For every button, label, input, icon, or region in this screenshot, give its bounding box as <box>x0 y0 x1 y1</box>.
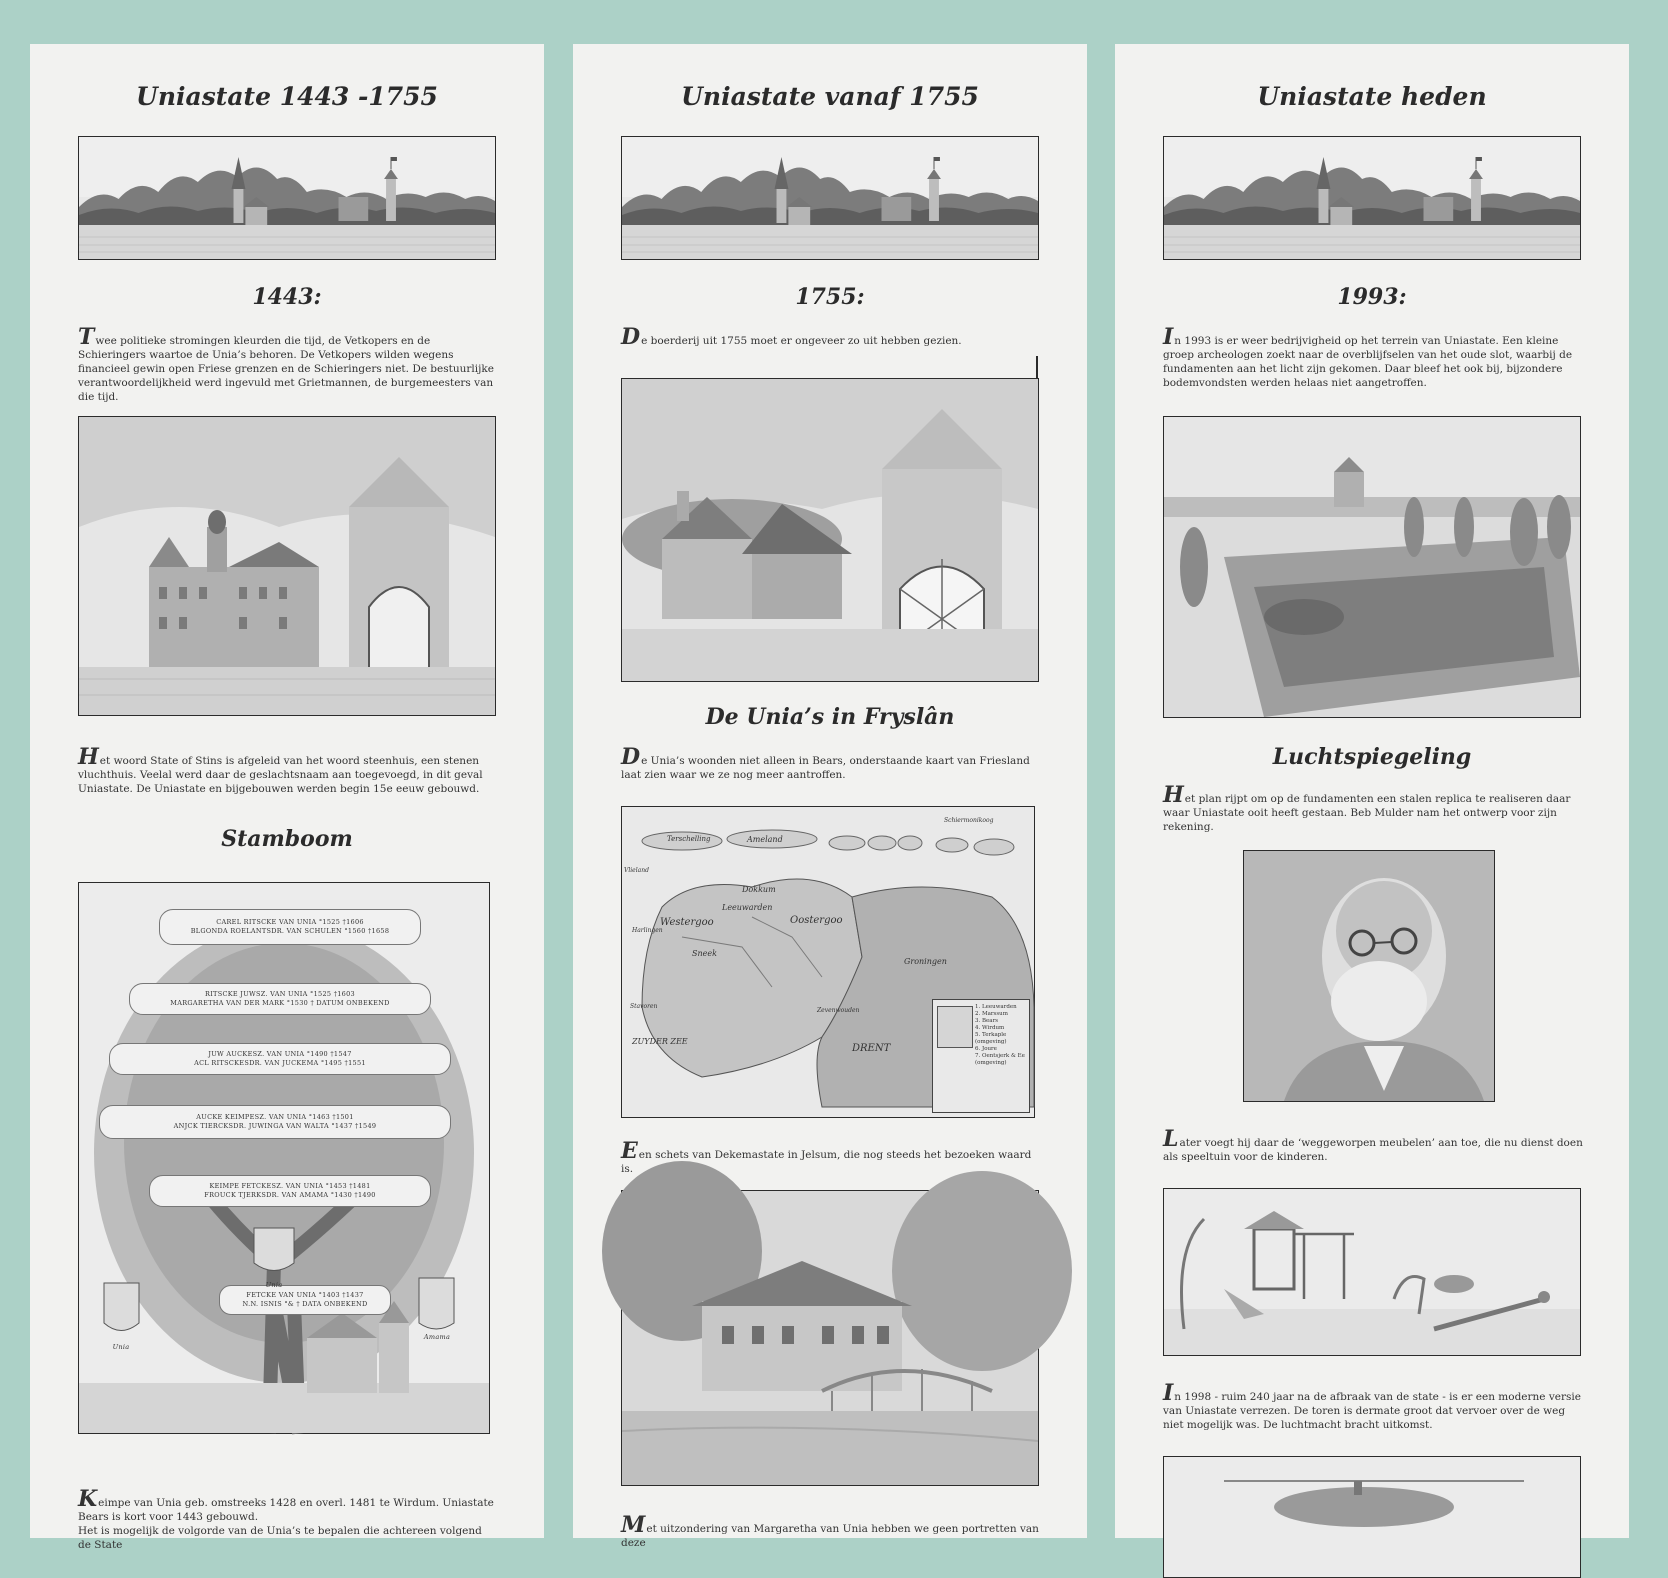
banner-6: FETCKE VAN UNIA °1403 †1437 N.N. ISNIS °& † DATA ONBEKEND <box>219 1285 391 1315</box>
drop-cap: D <box>621 744 641 770</box>
map-label: Vlieland <box>624 867 649 874</box>
paragraph-furniture: Later voegt hij daar de ‘weggeworpen meubelen’ aan toe, die nu dienst doen als speeltuin voor de kinderen. <box>1163 1126 1583 1163</box>
column-heden <box>1115 44 1629 1538</box>
drop-cap: I <box>1163 324 1174 350</box>
paragraph-map-intro: De Unia’s woonden niet alleen in Bears, onderstaande kaart van Friesland laat zien waar we ze nog meer aantroffen. <box>621 744 1030 781</box>
year-heading: 1755: <box>795 284 865 310</box>
map-label: Sneek <box>692 949 717 958</box>
paragraph-keimpe: Keimpe van Unia geb. omstreeks 1428 en overl. 1481 te Wirdum. Uniastate Bears is kort voor 1443 gebouwd. Het is mogelijk de volgorde van de Unia’s te bepalen die achtereen volgend de State <box>78 1486 494 1551</box>
section-title-unias-fryslan: De Unia’s in Fryslân <box>705 704 955 730</box>
paragraph-farm: De boerderij uit 1755 moet er ongeveer zo uit hebben gezien. <box>621 324 962 350</box>
section-title-stamboom: Stamboom <box>221 826 353 852</box>
map-label: Dokkum <box>742 885 776 894</box>
column-title: Uniastate 1443 -1755 <box>136 82 438 111</box>
map-label: Leeuwarden <box>722 903 773 912</box>
map-label: Groningen <box>904 957 947 966</box>
friesland-map-illustration <box>621 806 1035 1118</box>
helicopter-illustration <box>1163 1456 1581 1578</box>
map-label: Zevenwouden <box>817 1007 860 1014</box>
map-label: ZUYDER ZEE <box>632 1037 688 1046</box>
map-label: Westergoo <box>660 917 714 928</box>
tree-banners <box>79 883 489 1433</box>
skyline-illustration <box>78 136 496 260</box>
paragraph-dekemastate: Een schets van Dekemastate in Jelsum, die nog steeds het bezoeken waard is. <box>621 1138 1032 1175</box>
column-1443-1755 <box>30 44 544 1551</box>
map-label: Stavoren <box>630 1003 658 1010</box>
drop-cap: T <box>78 324 95 350</box>
skyline-illustration <box>1163 136 1581 260</box>
banner-1: CAREL RITSCKE VAN UNIA °1525 †1606 BLGONDA ROELANTSDR. VAN SCHULEN °1560 †1658 <box>159 909 421 945</box>
paragraph-state-stins: Het woord State of Stins is afgeleid van het woord steenhuis, een stenen vluchthuis. Veelal werd daar de geslachtsnaam aan toegevoegd, in dit geval Uniastate. De Uniastate en bijgebouwen werden begin 15e eeuw gebouwd. <box>78 744 483 795</box>
column-title: Uniastate heden <box>1257 82 1487 111</box>
farm-gate-illustration <box>621 378 1039 682</box>
excavation-illustration <box>1163 416 1581 718</box>
column-title: Uniastate vanaf 1755 <box>681 82 979 111</box>
beb-mulder-portrait <box>1243 850 1495 1102</box>
map-label: Oostergoo <box>790 915 843 926</box>
paragraph-politics: Twee politieke stromingen kleurden die tijd, de Vetkopers en de Schieringers waartoe de Unia’s behoren. De Vetkopers wilden wegens financieel gewin open Friese grenzen en de Schieringers niet. De bestuurlijke verantwoordelijkheid werd ingevuld met Grietmannen, de burgemeesters van die tijd. <box>78 324 494 403</box>
map-legend <box>932 999 1030 1113</box>
playground-illustration <box>1163 1188 1581 1356</box>
section-title-luchtspiegeling: Luchtspiegeling <box>1272 744 1472 770</box>
coat-of-arms-icon <box>937 1006 973 1048</box>
banner-3: JUW AUCKESZ. VAN UNIA °1490 †1547 ACL RITSCKESDR. VAN JUCKEMA °1495 †1551 <box>109 1043 451 1075</box>
map-label: Harlingen <box>632 927 663 934</box>
column-vanaf-1755 <box>573 44 1087 1549</box>
drop-cap: D <box>621 324 641 350</box>
year-heading: 1443: <box>252 284 322 310</box>
drop-cap: H <box>78 744 99 770</box>
drop-cap: M <box>621 1512 646 1538</box>
uniastate-castle-illustration <box>78 416 496 716</box>
paragraph-margaretha: Met uitzondering van Margaretha van Unia hebben we geen portretten van deze <box>621 1512 1039 1549</box>
banner-5: KEIMPE FETCKESZ. VAN UNIA °1453 †1481 FROUCK TJERKSDR. VAN AMAMA °1430 †1490 <box>149 1175 431 1207</box>
paragraph-1998: In 1998 - ruim 240 jaar na de afbraak van de state - is er een moderne versie van Uniastate verrezen. De toren is dermate groot dat vervoer over de weg niet mogelijk was. De luchtmacht bracht uitkomst. <box>1163 1380 1581 1431</box>
dekemastate-illustration <box>621 1190 1039 1486</box>
drop-cap: K <box>78 1486 98 1512</box>
map-label: Ameland <box>747 835 783 844</box>
coat-of-arms-label: Unia <box>265 1281 283 1289</box>
banner-2: RITSCKE JUWSZ. VAN UNIA °1525 †1603 MARGARETHA VAN DER MARK °1530 † DATUM ONBEKEND <box>129 983 431 1015</box>
banner-4: AUCKE KEIMPESZ. VAN UNIA °1463 †1501 ANJCK TIERCKSDR. JUWINGA VAN WALTA °1437 †1549 <box>99 1105 451 1139</box>
paragraph-replica-plan: Het plan rijpt om op de fundamenten een stalen replica te realiseren daar waar Uniastate ooit heeft gestaan. Beb Mulder nam het ontwerp voor zijn rekening. <box>1163 782 1571 833</box>
map-label: Terschelling <box>667 835 711 843</box>
drop-cap: E <box>621 1138 638 1164</box>
year-heading: 1993: <box>1337 284 1407 310</box>
paragraph-archaeology: In 1993 is er weer bedrijvigheid op het terrein van Uniastate. Een kleine groep archeologen zoekt naar de overblijfselen van het oude slot, waarbij de fundamenten aan het licht zijn gekomen. Daar bleef het ook bij, bijzondere bodemvondsten werden helaas niet aangetroffen. <box>1163 324 1573 389</box>
skyline-illustration <box>621 136 1039 260</box>
family-tree-illustration <box>78 882 490 1434</box>
drop-cap: H <box>1163 782 1184 808</box>
map-label: Schiermonikoog <box>944 817 994 824</box>
coat-of-arms-label: Amama <box>423 1333 451 1341</box>
map-label: DRENT <box>852 1043 891 1054</box>
drop-cap: L <box>1163 1126 1179 1152</box>
drop-cap: I <box>1163 1380 1174 1406</box>
coat-of-arms-label: Unia <box>112 1343 130 1351</box>
map-legend-list: 1. Leeuwarden 2. Marssum 3. Bears 4. Wirdum 5. Terkaple (omgeving) 6. Joure 7. Oentsjerk & Ee (omgeving) <box>975 1004 1025 1066</box>
